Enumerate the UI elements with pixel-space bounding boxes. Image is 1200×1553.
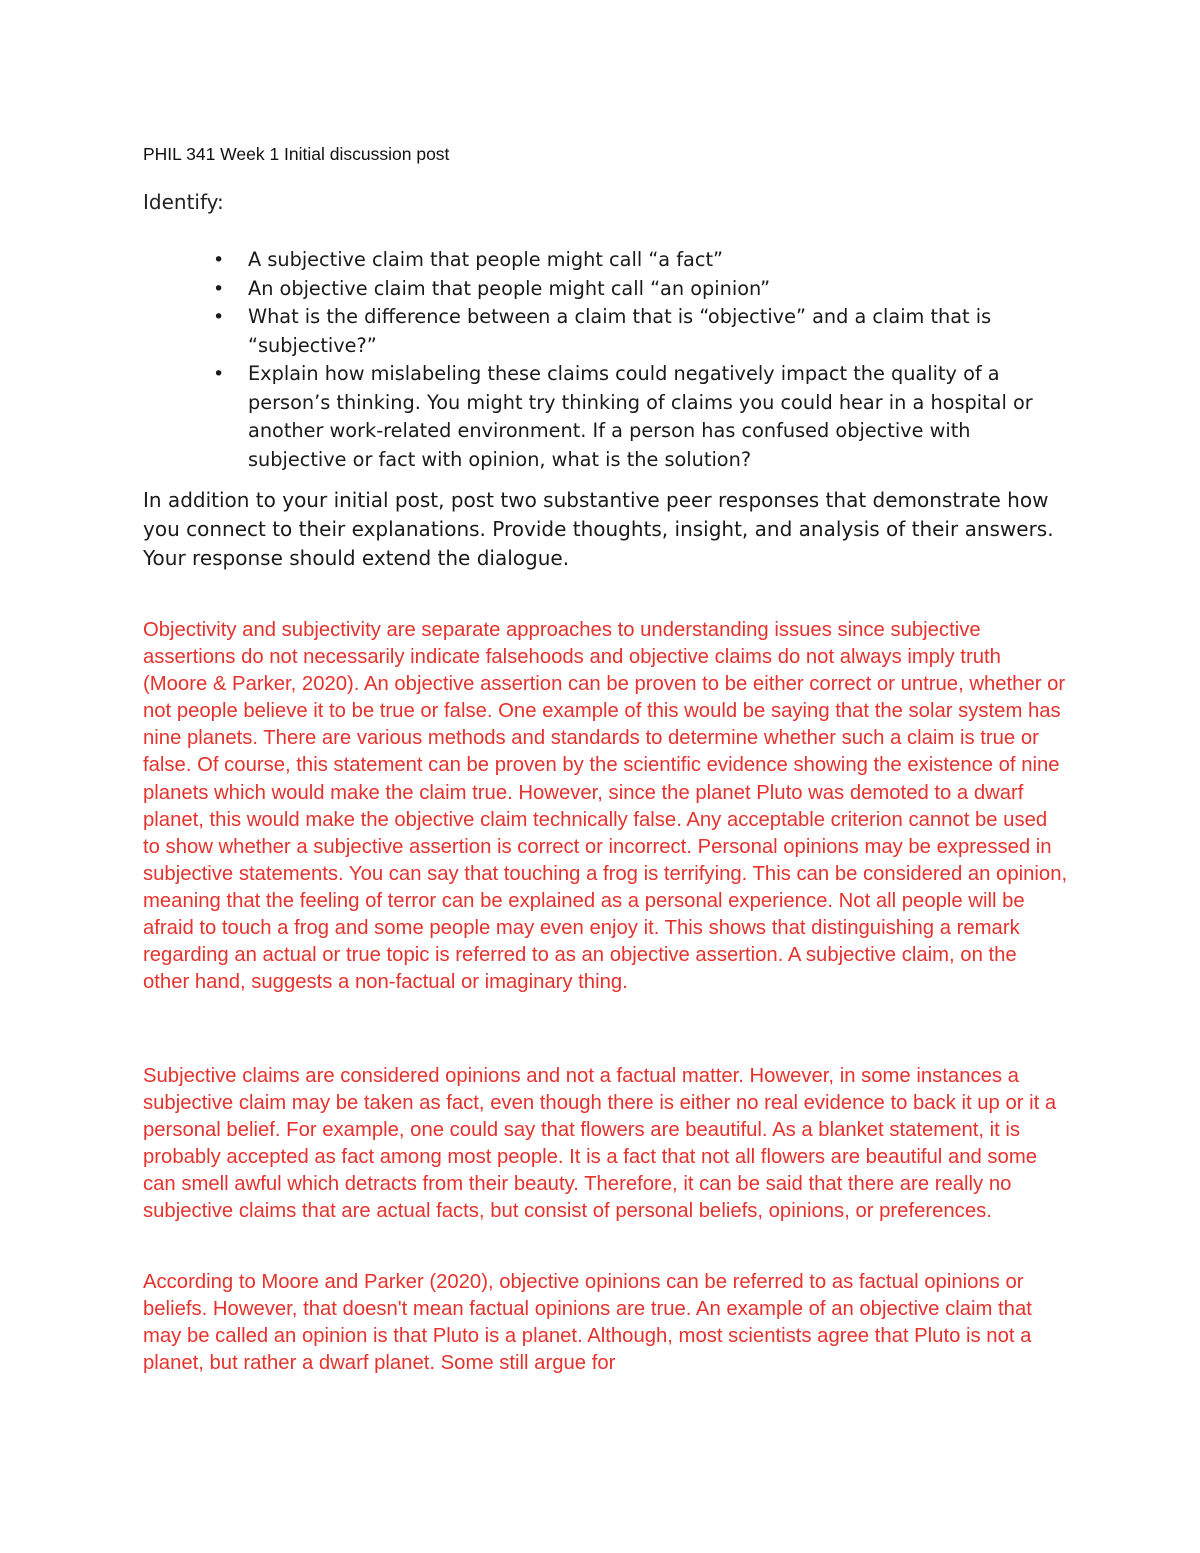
list-item — [205, 275, 1075, 304]
document-title: PHIL 341 Week 1 Initial discussion post — [143, 144, 450, 164]
bullet-icon: • — [213, 363, 225, 385]
answer-paragraph-2: Subjective claims are considered opinions and not a factual matter. However, in some instances a subjective claim may be taken as fact, even though there is either no real evidence to back it up or it a personal belief. For example, one could say that flowers are beautiful. As a blanket statement, it is probably accepted as fact among most people. It is a fact that not all flowers are beautiful and some can smell awful which detracts from their beauty. Therefore, it can be said that there are really no subjective claims that are actual facts, but consist of personal beliefs, opinions, or preferences. — [143, 1065, 1057, 1223]
answer-paragraph-1: Objectivity and subjectivity are separate approaches to understanding issues since subjective assertions do not necessarily indicate falsehoods and objective claims do not always imply truth (Moore & Parker, 2020). An objective assertion can be proven to be either correct or untrue, whether or not people believe it to be true or false. One example of this would be saying that the solar system has nine planets. There are various methods and standards to determine whether such a claim is true or false. Of course, this statement can be proven by the scientific evidence showing the existence of nine planets which would make the claim true. However, since the planet Pluto was demoted to a dwarf planet, this would make the objective claim technically false. Any acceptable criterion cannot be used to show whether a subjective assertion is correct or incorrect. Personal opinions may be expressed in subjective statements. You can say that touching a frog is terrifying. This can be considered an opinion, meaning that the feeling of terror can be explained as a personal experience. Not all people will be afraid to touch a frog and some people may even enjoy it. This shows that distinguishing a remark regarding an actual or true topic is referred to as an objective assertion. A subjective claim, on the other hand, suggests a non-factual or imaginary thing. — [143, 619, 1068, 994]
list-item — [205, 360, 1075, 474]
instructions-paragraph: In addition to your initial post, post two substantive peer responses that demonstrate how you connect to their explanations. Provide thoughts, insight, and analysis of their answers. Your response should extend the dialogue. — [143, 488, 1054, 570]
identify-heading: Identify: — [143, 190, 224, 214]
answer-paragraph-3: According to Moore and Parker (2020), objective opinions can be referred to as factual opinions or beliefs. However, that doesn't mean factual opinions are true. An example of an objective claim that may be called an opinion is that Pluto is a planet. Although, most scientists agree that Pluto is not a planet, but rather a dwarf planet. Some still argue for — [143, 1271, 1032, 1375]
list-item — [205, 246, 1075, 275]
list-item — [205, 303, 1075, 360]
question-list — [205, 246, 1075, 474]
bullet-icon: • — [213, 249, 225, 271]
bullet-icon: • — [213, 306, 225, 328]
question-text: An objective claim that people might call “an opinion” — [248, 276, 771, 300]
question-text: What is the difference between a claim that is “objective” and a claim that is “subjective?” — [248, 305, 992, 357]
question-text: A subjective claim that people might call “a fact” — [248, 248, 724, 271]
bullet-icon: • — [213, 277, 225, 300]
question-text: Explain how mislabeling these claims could negatively impact the quality of a person’s thinking. You might try thinking of claims you could hear in a hospital or another work-related environment. If a person has confused objective with subjective or fact with opinion, what is the solution? — [248, 362, 1033, 471]
